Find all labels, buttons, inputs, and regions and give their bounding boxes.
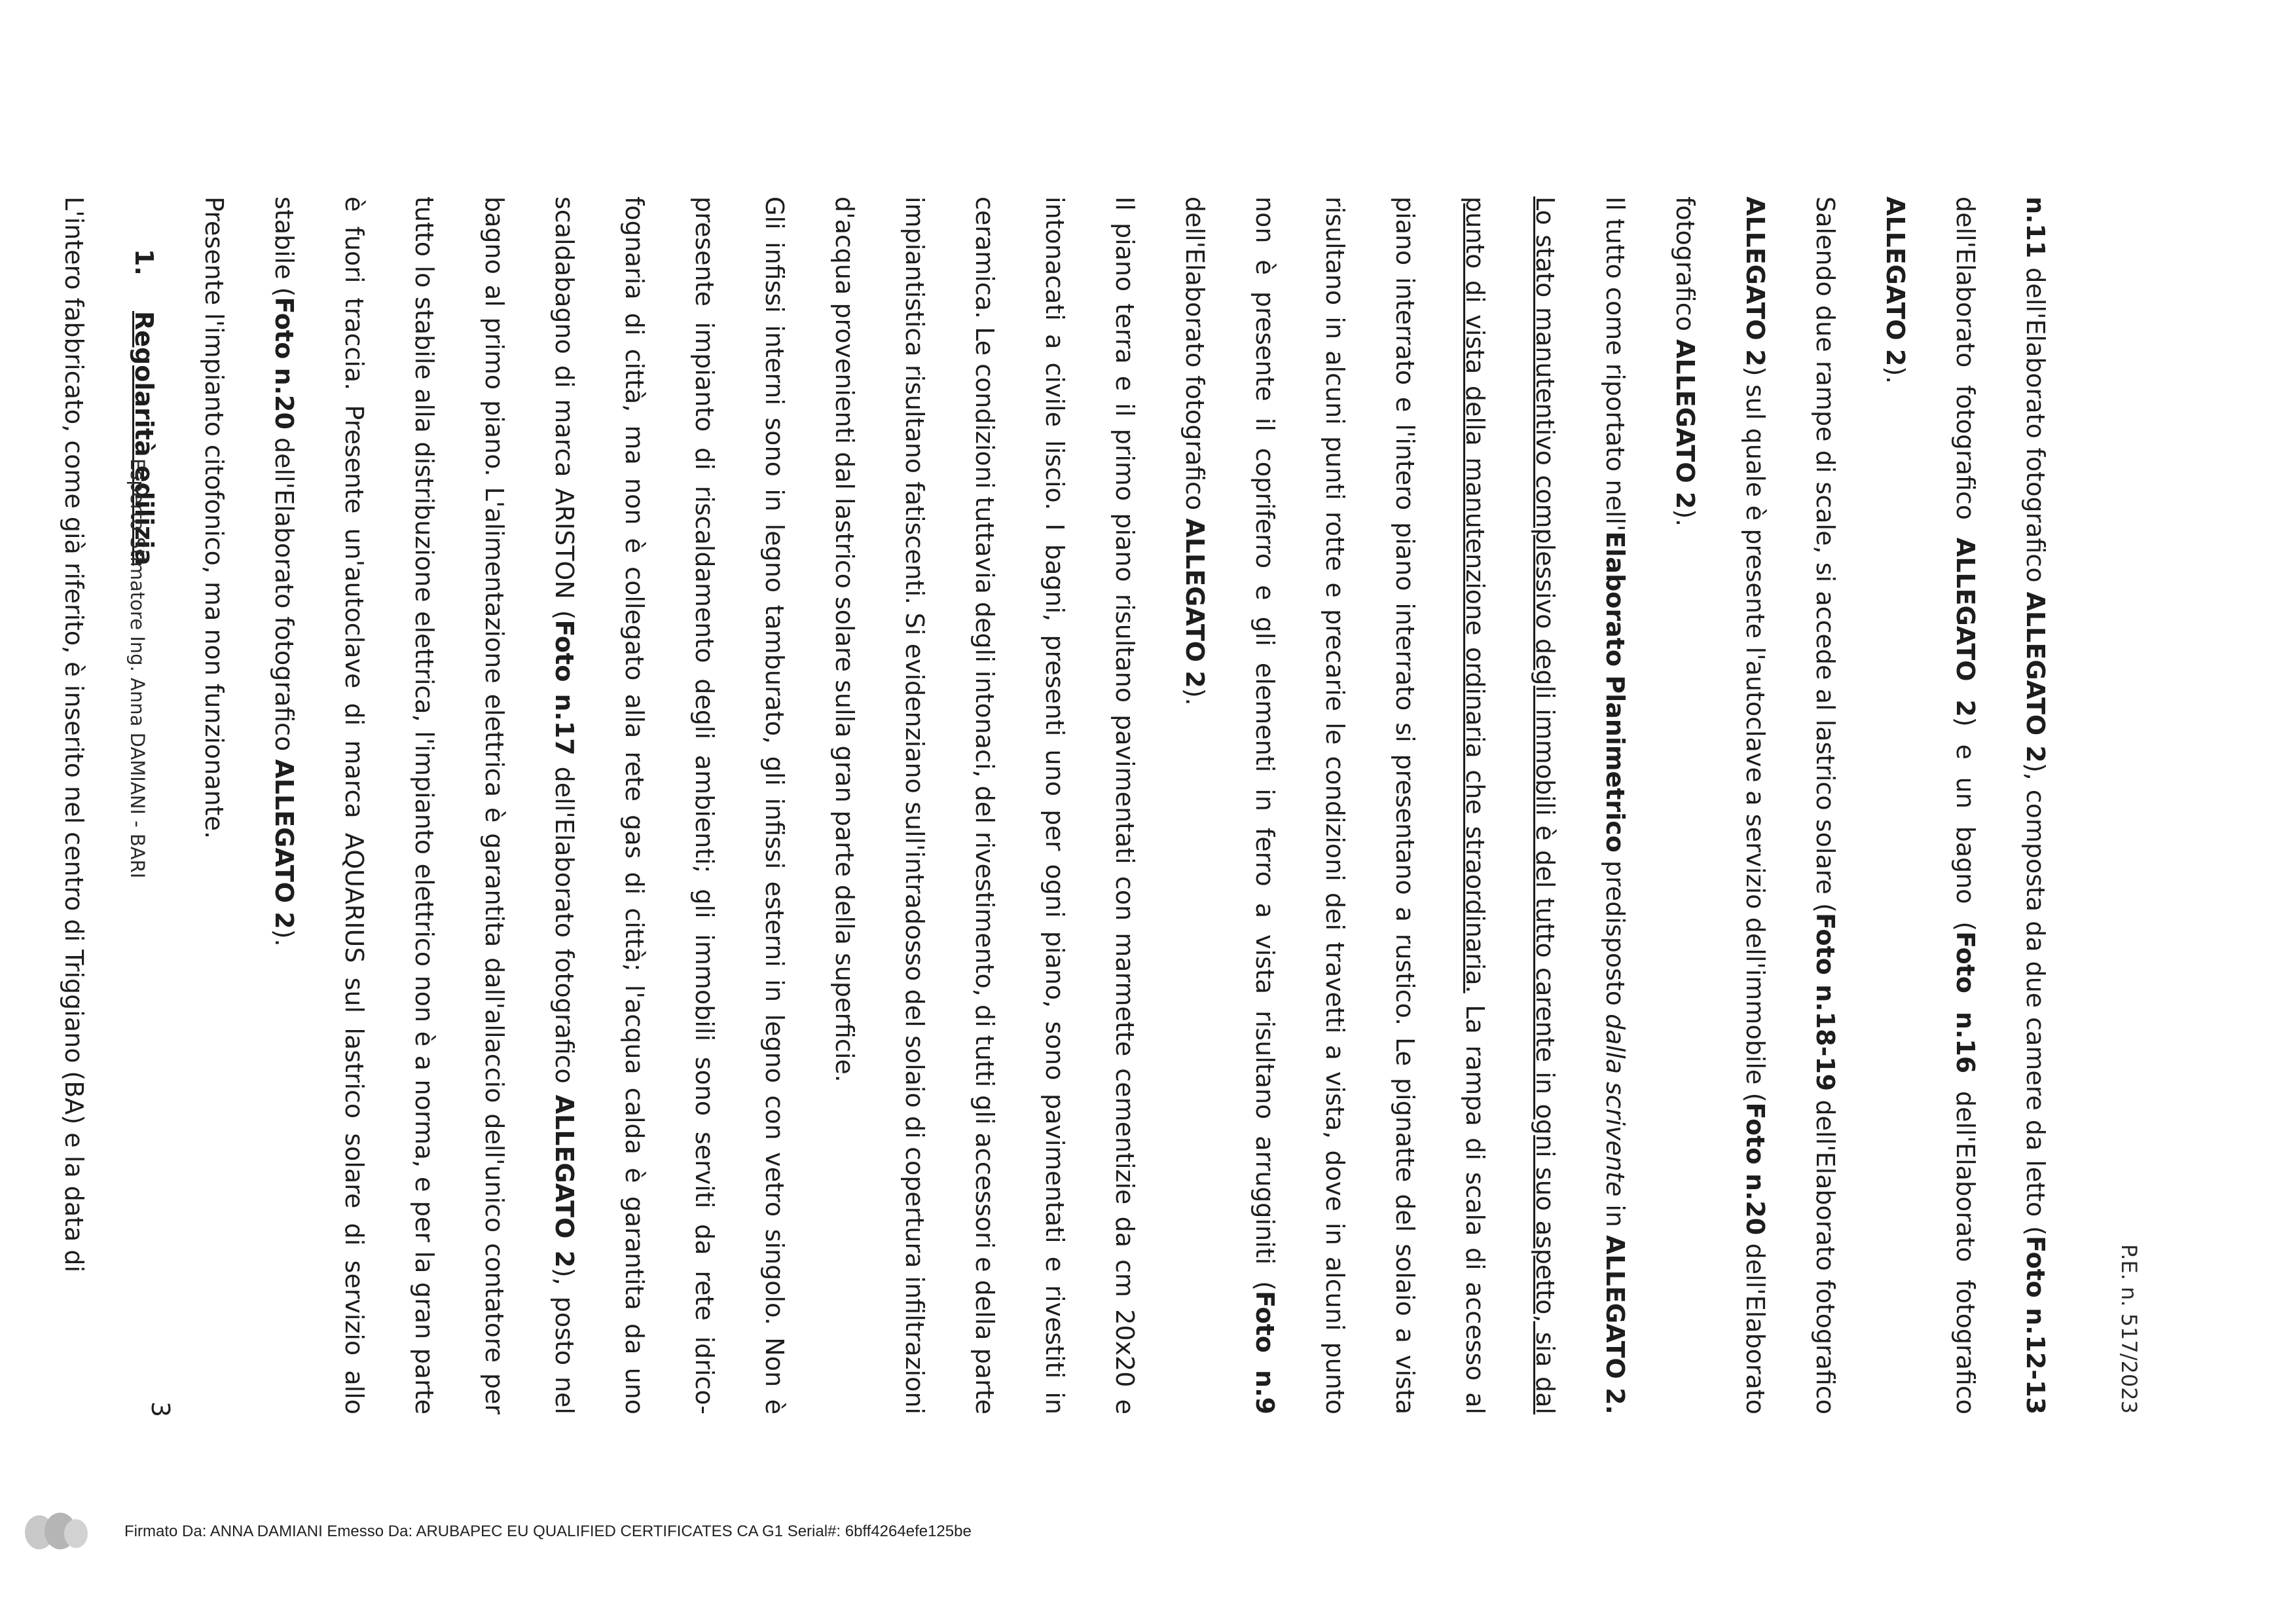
text-run: ).: [270, 929, 299, 947]
text-run: Elaborato Planimetrico: [1601, 531, 1630, 853]
text-run: Foto n.12-13: [2021, 1236, 2050, 1415]
text-run: dell'Elaborato fotografico: [1811, 1091, 1840, 1415]
text-run: ALLEGATO 2: [270, 759, 299, 929]
text-run: in: [1601, 1196, 1630, 1236]
text-run: dell'Elaborato fotografico: [1180, 196, 1209, 519]
text-run: ).: [1671, 509, 1700, 527]
text-run: ALLEGATO 2: [550, 1094, 579, 1268]
section-title: Regolarità edilizia: [130, 311, 158, 566]
paragraph: Il piano terra e il primo piano risultano pavimentati con marmette cementizie da cm 20x20 e intonacati a civile liscio. I bagni, presenti uno per ogni piano, sono pavimentati e rivestiti in ceramica. Le condizioni tuttavia degli intonaci, del rivestimento, di tutti gli accessori e della parte impiantistica risultano fatiscenti. Si evidenziano sull'intradosso del solaio di copertura infiltrazioni d'acqua provenienti dal lastrico solare sulla gran parte della superficie.: [830, 196, 1139, 1414]
page-footer: Esperto Stimatore Ing. Anna DAMIANI - BARI: [126, 458, 149, 879]
text-run: Foto n.9: [1250, 1291, 1279, 1414]
text-run: ALLEGATO 2: [1741, 196, 1770, 367]
paragraph: [1159, 196, 1650, 1414]
text-run: dell'Elaborato fotografico: [270, 429, 299, 760]
paragraph: L'intero fabbricato, come già riferito, è inserito nel centro di Triggiano (BA) e la data di: [60, 196, 88, 1273]
text-run: predisposto: [1601, 852, 1630, 1014]
page-number: 3: [146, 1401, 175, 1418]
paragraph: [249, 196, 809, 1414]
underlined-statement: Lo stato manutentivo complessivo degli immobili è del tutto carente in ogni suo aspetto, sia dal punto di vista della manutenzione ordinaria che straordinaria.: [1461, 196, 1559, 1414]
paragraph: [1860, 196, 2070, 1414]
text-run: dell'Elaborato fotografico: [1671, 196, 1770, 1414]
text-run: ).: [1881, 366, 1910, 384]
text-run: dalla scrivente: [1601, 1014, 1630, 1197]
paragraph: Presente l'impianto citofonico, ma non funzionante.: [200, 196, 228, 840]
text-run: Salendo due rampe di scale, si accede al lastrico solare (: [1811, 196, 1840, 913]
text-run: ) sul quale è presente l'autoclave a servizio dell'immobile (: [1741, 366, 1770, 1103]
text-run: Gli infissi interni sono in legno tamburato, gli infissi esterni in legno con vetro singolo. Non è presente impianto di riscaldamento degli ambienti; gli immobili sono serviti da rete idrico-fognaria di città, ma non è collegato alla rete gas di città; l'acqua calda è garantita da uno scaldabagno di marca ARISTON (: [550, 196, 789, 1414]
text-run: ALLEGATO 2.: [1601, 1235, 1630, 1414]
text-run: Foto n.16: [1951, 931, 1980, 1074]
text-run: La rampa di scala di accesso al piano interrato e l'intero piano interrato si presentano a rustico. Le pignatte del solaio a vista risultano in alcuni punti rotte e precarie le condizioni dei travetti a vista, dove in alcuni punto non è presente il copriferro e gli elementi in ferro a vista risultano arrugginiti (: [1250, 196, 1489, 1414]
text-run: dell'Elaborato fotografico: [2021, 258, 2050, 592]
text-run: Foto n.17: [550, 619, 579, 756]
text-run: ALLEGATO 2: [1671, 339, 1700, 509]
text-run: ) e un bagno (: [1951, 716, 1980, 932]
procedure-reference: P.E. n. 517/2023: [2117, 1244, 2141, 1414]
body-text: [39, 196, 2070, 1414]
text-run: dell'Elaborato fotografico: [1951, 196, 1980, 538]
text-run: ALLEGATO 2: [2021, 591, 2050, 763]
text-run: Il tutto come riportato nell': [1601, 196, 1630, 532]
text-run: ALLEGATO 2: [1881, 196, 1910, 367]
text-run: dell'Elaborato fotografico: [550, 755, 579, 1095]
text-run: ALLEGATO 2: [1180, 518, 1209, 688]
text-run: Foto n.20: [1741, 1102, 1770, 1236]
digital-signature-line: Firmato Da: ANNA DAMIANI Emesso Da: ARUBAPEC EU QUALIFIED CERTIFICATES CA G1 Serial#: 6bff4264efe125be: [124, 1522, 972, 1540]
signature-seal-icon: [20, 1506, 92, 1559]
text-run: ), composta da due camere da letto (: [2021, 762, 2050, 1236]
text-run: Foto n.18-19: [1811, 913, 1840, 1092]
text-run: n.11: [2021, 196, 2050, 259]
text-run: Foto n.20: [270, 297, 299, 430]
section-number: 1.: [130, 249, 158, 276]
text-run: ), posto nel bagno al primo piano. L'alimentazione elettrica è garantita dall'allaccio dell'unico contatore per tutto lo stabile alla distribuzione elettrica, l'impianto elettrico non è a norma, e per la gran parte è fuori traccia. Presente un'autoclave di marca AQUARIUS sul lastrico solare di servizio allo stabile (: [270, 196, 579, 1414]
text-run: dell'Elaborato fotografico: [1951, 1073, 1980, 1415]
text-run: ALLEGATO 2: [1951, 537, 1980, 717]
paragraph: [1650, 196, 1860, 1414]
text-run: ).: [1180, 688, 1209, 706]
